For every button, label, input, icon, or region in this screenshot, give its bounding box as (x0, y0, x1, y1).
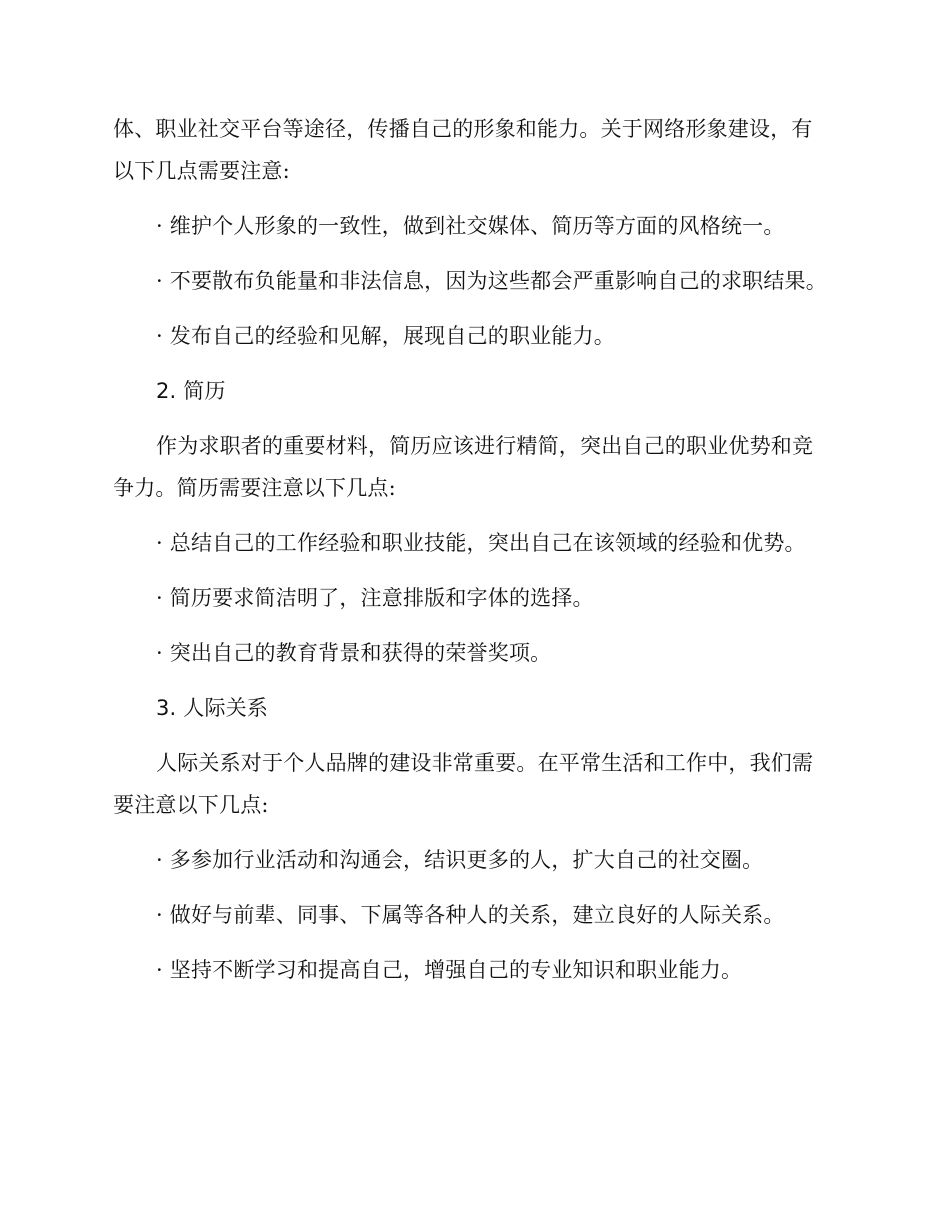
resume-paragraph: 作为求职者的重要材料，简历应该进行精简，突出自己的职业优势和竞争力。简历需要注意以下几点: (113, 434, 814, 500)
section-heading-relationships: 3. 人际关系 (156, 696, 269, 720)
resume-bullet-1: · 总结自己的工作经验和职业技能，突出自己在该领域的经验和优势。 (156, 531, 806, 555)
relationships-paragraph: 人际关系对于个人品牌的建设非常重要。在平常生活和工作中，我们需要注意以下几点: (113, 751, 814, 817)
network-bullet-3: · 发布自己的经验和见解，展现自己的职业能力。 (156, 324, 615, 348)
resume-bullet-2: · 简历要求简洁明了，注意排版和字体的选择。 (156, 586, 594, 610)
resume-bullet-3: · 突出自己的教育背景和获得的荣誉奖项。 (156, 641, 552, 665)
relationships-bullet-2: · 做好与前辈、同事、下属等各种人的关系，建立良好的人际关系。 (156, 903, 785, 927)
network-bullet-2: · 不要散布负能量和非法信息，因为这些都会严重影响自己的求职结果。 (156, 269, 827, 293)
network-bullet-1: · 维护个人形象的一致性，做到社交媒体、简历等方面的风格统一。 (156, 214, 785, 238)
intro-paragraph: 体、职业社交平台等途径，传播自己的形象和能力。关于网络形象建设，有以下几点需要注意: (113, 117, 813, 183)
relationships-bullet-1: · 多参加行业活动和沟通会，结识更多的人，扩大自己的社交圈。 (156, 848, 764, 872)
document-body (113, 108, 833, 991)
relationships-bullet-3: · 坚持不断学习和提高自己，增强自己的专业知识和职业能力。 (156, 958, 743, 982)
section-heading-resume: 2. 简历 (156, 379, 226, 403)
